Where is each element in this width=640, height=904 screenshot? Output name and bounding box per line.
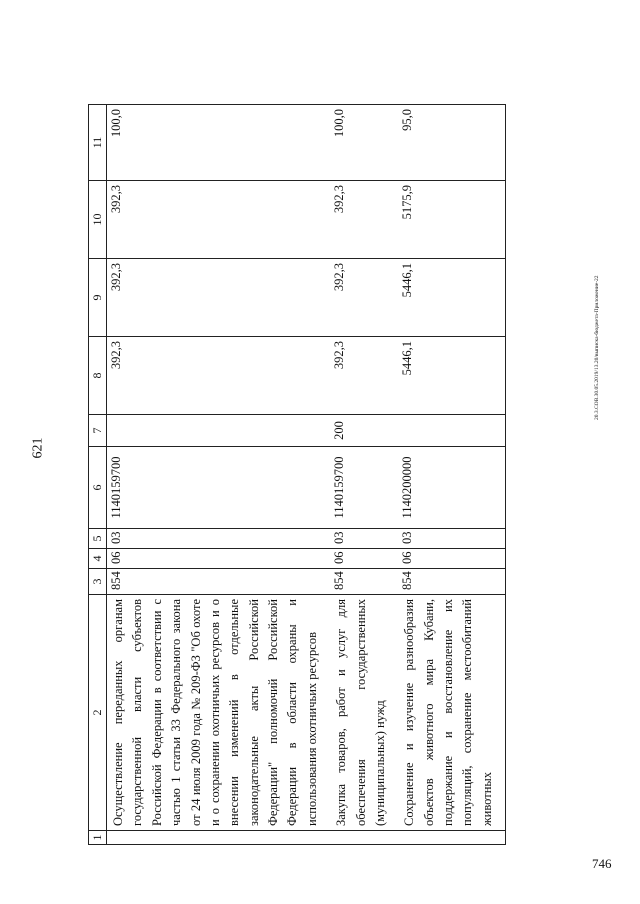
code-section: 06 bbox=[330, 549, 398, 569]
page-number-top: 621 bbox=[30, 437, 46, 459]
row-description: Осуществление переданных органам государственной власти субъектов Российской Федерации в соответствии с частью 1 статьи 33 Федерального закона от 24 июля 2009 года № 209-ФЗ "Об охоте и о сохранении охотничьих ресурсов и о внесении изменений в отдельные законодательные акты Российской Федерации" полномочий Российской Федерации в области охраны и использования охотничьих ресурсов bbox=[107, 595, 331, 831]
row-index bbox=[107, 831, 331, 845]
table-row bbox=[330, 105, 398, 845]
amount-col-10: 392,3 bbox=[107, 181, 331, 259]
col-header-1: 1 bbox=[89, 831, 107, 845]
amount-col-9: 5446,1 bbox=[398, 259, 505, 337]
amount-col-9: 392,3 bbox=[330, 259, 398, 337]
code-admin: 854 bbox=[398, 569, 505, 595]
code-target-article: 1140159700 bbox=[330, 447, 398, 529]
table-row bbox=[107, 105, 331, 845]
row-index bbox=[398, 831, 505, 845]
rotated-table-container bbox=[88, 105, 588, 845]
code-target-article: 1140200000 bbox=[398, 447, 505, 529]
code-section: 06 bbox=[398, 549, 505, 569]
code-subsection: 03 bbox=[330, 529, 398, 549]
code-target-article: 1140159700 bbox=[107, 447, 331, 529]
col-header-9: 9 bbox=[89, 259, 107, 337]
amount-col-8: 5446,1 bbox=[398, 337, 505, 415]
page-number-bottom: 746 bbox=[592, 856, 612, 871]
amount-col-10: 392,3 bbox=[330, 181, 398, 259]
code-admin: 854 bbox=[107, 569, 331, 595]
amount-col-10: 5175,9 bbox=[398, 181, 505, 259]
col-header-5: 5 bbox=[89, 529, 107, 549]
amount-col-9: 392,3 bbox=[107, 259, 331, 337]
col-header-3: 3 bbox=[89, 569, 107, 595]
code-expense-type: 200 bbox=[330, 415, 398, 447]
amount-col-8: 392,3 bbox=[330, 337, 398, 415]
col-header-11: 11 bbox=[89, 105, 107, 181]
code-subsection: 03 bbox=[107, 529, 331, 549]
col-header-2: 2 bbox=[89, 595, 107, 831]
code-expense-type bbox=[398, 415, 505, 447]
col-header-8: 8 bbox=[89, 337, 107, 415]
percent-col-11: 95,0 bbox=[398, 105, 505, 181]
amount-col-8: 392,3 bbox=[107, 337, 331, 415]
col-header-4: 4 bbox=[89, 549, 107, 569]
row-description: Сохранение и изучение разнообразия объектов животного мира Кубани, поддержание и восстановление их популяций, сохранение местообитаний животных bbox=[398, 595, 505, 831]
code-admin: 854 bbox=[330, 569, 398, 595]
col-header-7: 7 bbox=[89, 415, 107, 447]
header-row bbox=[89, 105, 107, 845]
code-expense-type bbox=[107, 415, 331, 447]
percent-col-11: 100,0 bbox=[330, 105, 398, 181]
percent-col-11: 100,0 bbox=[107, 105, 331, 181]
document-path-note: 20.3.СОВ.30.05.2019/13.20/выписка-бюджета-Приложение-22 bbox=[594, 275, 600, 420]
col-header-10: 10 bbox=[89, 181, 107, 259]
col-header-6: 6 bbox=[89, 447, 107, 529]
row-description: Закупка товаров, работ и услуг для обеспечения государственных (муниципальных) нужд bbox=[330, 595, 398, 831]
code-section: 06 bbox=[107, 549, 331, 569]
code-subsection: 03 bbox=[398, 529, 505, 549]
table-row bbox=[398, 105, 505, 845]
budget-table bbox=[88, 104, 506, 845]
row-index bbox=[330, 831, 398, 845]
